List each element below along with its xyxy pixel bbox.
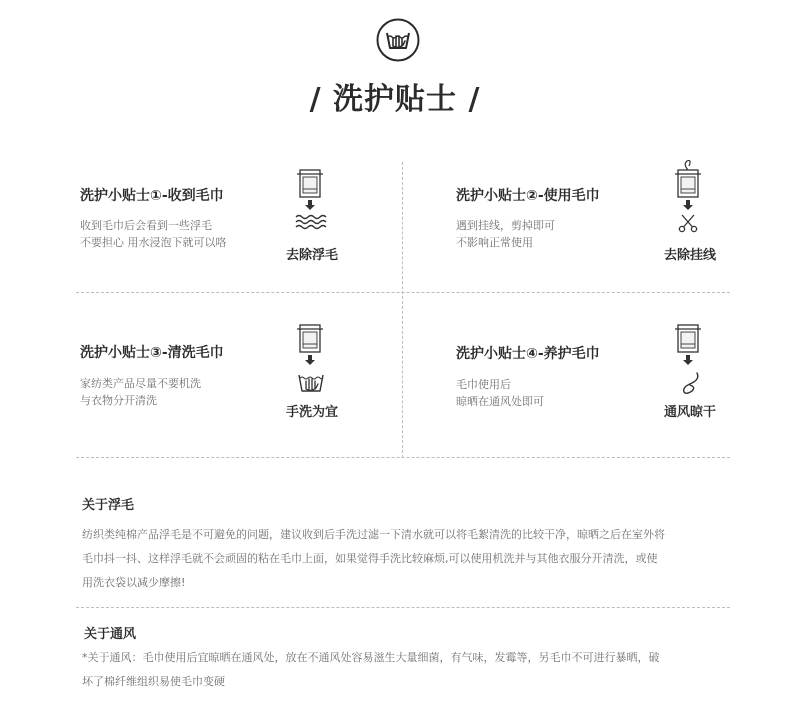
tip-desc-line: 不要担心 用水浸泡下就可以咯 <box>80 236 227 249</box>
hand-wash-icon <box>376 18 420 62</box>
section-line: *关于通风：毛巾使用后宜晾晒在通风处，放在不通风处容易滋生大量细菌，有气味，发霉等，另毛巾不可进行暴晒，破 <box>82 651 660 664</box>
tip-desc-line: 不影响正常使用 <box>456 236 533 249</box>
section-divider <box>76 607 730 608</box>
grid-divider-bottom <box>76 457 730 458</box>
page-title: / 洗护贴士 / <box>309 82 481 117</box>
tip-desc-line: 晾晒在通风处即可 <box>456 395 544 408</box>
tip-desc-line: 遇到挂线，剪掉即可 <box>456 219 555 232</box>
section-title-ventilation: 关于通风 <box>84 627 137 642</box>
towel-air-dry-icon <box>670 323 710 403</box>
tip-title: 洗护小贴士③-清洗毛巾 <box>80 345 224 361</box>
towel-scissors-icon <box>670 160 710 240</box>
tip-action: 去除浮毛 <box>285 248 338 263</box>
section-line: 坏了棉纤维组织易使毛巾变硬 <box>82 675 225 688</box>
tip-title: 洗护小贴士②-使用毛巾 <box>456 188 600 204</box>
section-line: 毛巾抖一抖、这样浮毛就不会顽固的粘在毛巾上面，如果觉得手洗比较麻烦,可以使用机洗并与其他衣服分开清洗，或使 <box>82 552 658 565</box>
section-line: 用洗衣袋以减少摩擦! <box>82 576 186 589</box>
tip-action: 去除挂线 <box>663 248 716 263</box>
tip-desc-line: 毛巾使用后 <box>456 378 511 391</box>
section-body-ventilation <box>82 646 732 694</box>
tip-action: 手洗为宜 <box>285 405 338 420</box>
tip-title: 洗护小贴士④-养护毛巾 <box>456 346 600 362</box>
tip-desc-line: 与衣物分开清洗 <box>80 394 157 407</box>
tip-title: 洗护小贴士①-收到毛巾 <box>80 188 224 204</box>
section-body-lint <box>82 523 732 595</box>
tip-desc-line: 家纺类产品尽量不要机洗 <box>80 377 201 390</box>
towel-handwash-icon <box>292 323 332 403</box>
towel-water-icon <box>292 168 332 248</box>
grid-divider-middle <box>76 292 730 293</box>
section-title-lint: 关于浮毛 <box>82 498 135 513</box>
grid-divider-vertical <box>402 162 403 458</box>
tip-desc-line: 收到毛巾后会看到一些浮毛 <box>80 219 212 232</box>
section-line: 纺织类纯棉产品浮毛是不可避免的问题，建议收到后手洗过滤一下清水就可以将毛絮清洗的比较干净，晾晒之后在室外将 <box>82 528 665 541</box>
tip-action: 通风晾干 <box>663 405 716 420</box>
